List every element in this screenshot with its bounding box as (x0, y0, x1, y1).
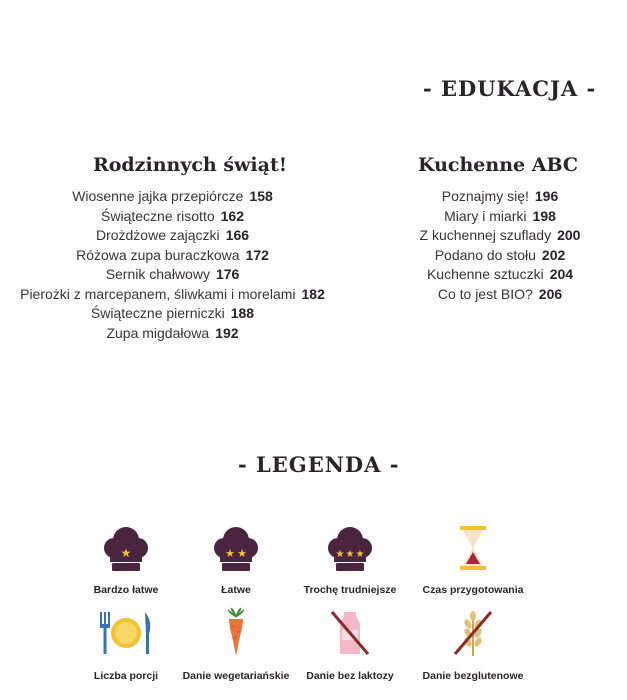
svg-text:★: ★ (345, 549, 355, 560)
toc-item-page: 182 (301, 285, 325, 302)
toc-item-page: 162 (220, 207, 244, 224)
toc-item-title: Drożdżowe zajączki (95, 227, 220, 243)
toc-item-page: 198 (532, 207, 556, 224)
svg-text:★: ★ (120, 546, 132, 560)
legend-label: Trochę trudniejsze (303, 584, 397, 596)
chef-hat-two-stars-icon (171, 518, 301, 572)
toc-item[interactable] (0, 304, 345, 324)
toc-item-title: Wiosenne jajka przepiórcze (72, 188, 244, 204)
legend-label: Danie bez laktozy (306, 670, 394, 682)
svg-text:★: ★ (335, 549, 345, 560)
legend-item-lactose-free (285, 604, 415, 682)
toc-item[interactable] (0, 187, 345, 207)
no-wheat-icon (408, 604, 538, 658)
toc-item[interactable] (390, 226, 610, 246)
toc-item-title: Kuchenne sztuczki (426, 266, 544, 282)
toc-item[interactable] (390, 207, 610, 227)
svg-text:★: ★ (355, 549, 365, 560)
legend-label: Bardzo łatwe (93, 584, 159, 596)
svg-text:★: ★ (225, 547, 235, 560)
toc-item[interactable] (0, 207, 345, 227)
legend-label: Czas przygotowania (422, 584, 524, 596)
kitchen-abc-heading: Kuchenne ABC (418, 154, 578, 176)
toc-item-page: 202 (541, 246, 566, 263)
toc-item-title: Sernik chałwowy (105, 266, 210, 282)
toc-item-page: 188 (230, 305, 255, 321)
legend-label: Danie wegetariańskie (182, 670, 290, 682)
toc-item-page: 166 (225, 227, 250, 243)
legend-label: Liczba porcji (93, 670, 159, 682)
toc-item-page: 158 (249, 188, 273, 204)
toc-item-page: 192 (215, 324, 239, 341)
holiday-recipes-list (0, 187, 345, 343)
legend-section-title: - LEGENDA - (238, 452, 400, 477)
legend-label: Danie bezglutenowe (422, 670, 524, 682)
education-section-title: - EDUKACJA - (423, 76, 597, 101)
legend-item-harder (285, 518, 415, 596)
toc-item-page: 204 (549, 266, 574, 282)
toc-item[interactable] (390, 187, 610, 207)
toc-item-title: Zupa migdałowa (106, 324, 210, 341)
legend-item-easy (171, 518, 301, 596)
holiday-recipes-heading: Rodzinnych świąt! (92, 154, 288, 176)
toc-item[interactable] (390, 285, 610, 305)
toc-item-page: 196 (534, 188, 559, 204)
toc-item[interactable] (390, 246, 610, 266)
toc-item-page: 200 (557, 227, 581, 243)
toc-item[interactable] (0, 324, 345, 344)
svg-text:★: ★ (237, 547, 247, 560)
carrot-icon (171, 604, 301, 658)
toc-item-title: Co to jest BIO? (437, 285, 533, 302)
toc-item-title: Różowa zupa buraczkowa (76, 246, 240, 263)
toc-item[interactable] (0, 285, 345, 305)
toc-item[interactable] (390, 265, 610, 285)
toc-item-title: Podano do stołu (434, 246, 536, 263)
legend-item-prep-time (408, 518, 538, 596)
chef-hat-three-stars-icon (285, 518, 415, 572)
legend-label: Łatwe (221, 584, 251, 596)
hourglass-icon (408, 518, 538, 572)
toc-item-title: Z kuchennej szuflady (419, 227, 552, 243)
kitchen-abc-list (390, 187, 610, 304)
toc-item[interactable] (0, 226, 345, 246)
toc-item-title: Miary i miarki (444, 207, 527, 224)
toc-item-title: Pierożki z marcepanem, śliwkami i morelami (20, 285, 296, 302)
toc-item[interactable] (0, 246, 345, 266)
toc-item-title: Świąteczne pierniczki (90, 305, 225, 321)
toc-item-page: 176 (215, 266, 240, 282)
legend-item-vegetarian (171, 604, 301, 682)
legend-item-gluten-free (408, 604, 538, 682)
toc-item-title: Świąteczne risotto (101, 207, 215, 224)
toc-item-title: Poznajmy się! (441, 188, 529, 204)
no-milk-icon (285, 604, 415, 658)
toc-item-page: 206 (538, 285, 563, 302)
toc-item-page: 172 (245, 246, 269, 263)
toc-item[interactable] (0, 265, 345, 285)
